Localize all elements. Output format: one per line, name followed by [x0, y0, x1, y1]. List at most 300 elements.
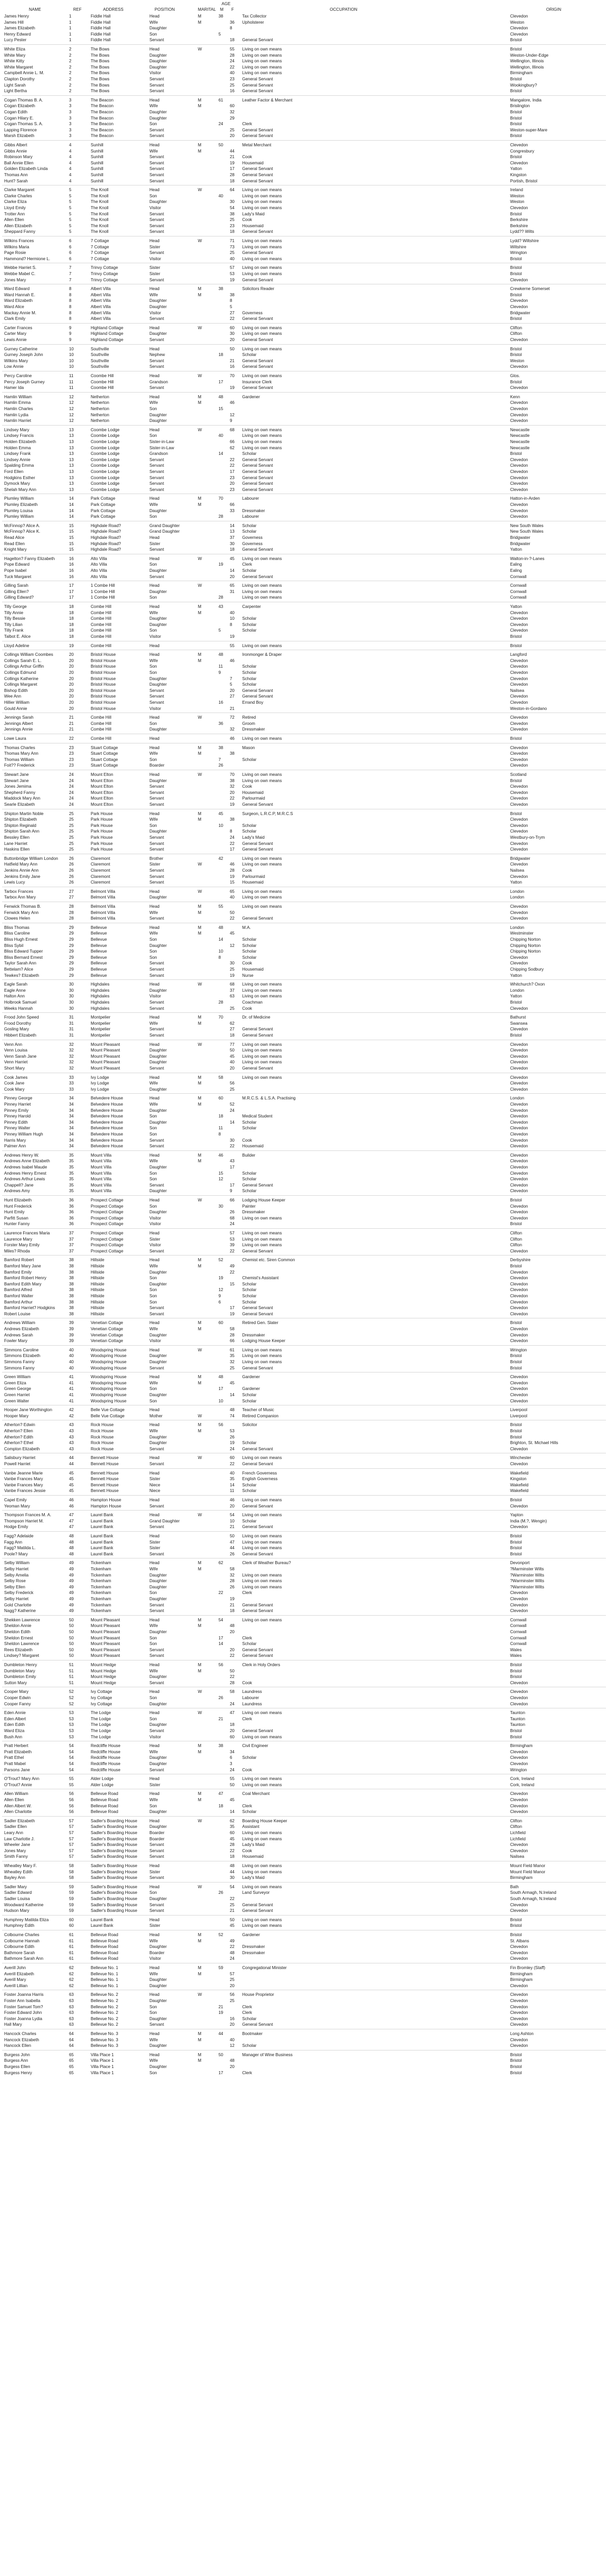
- table-row: [0, 199, 608, 205]
- cell-name: Frood Dorothy: [4, 1021, 31, 1026]
- cell-position: Servant: [149, 1848, 164, 1853]
- cell-address: The Beacon: [91, 133, 114, 139]
- cell-position: Servant: [149, 1462, 164, 1466]
- cell-address: Park Cottage: [91, 508, 115, 513]
- cell-address: Bristol House: [91, 652, 116, 657]
- cell-name: Bamford Walter: [4, 1294, 33, 1298]
- table-row: [0, 1551, 608, 1557]
- table-row: [0, 1863, 608, 1869]
- cell-occupation: Living on own means: [242, 346, 282, 351]
- cell-address: Sadler's Boarding House: [91, 1890, 138, 1895]
- table-row: [0, 1047, 608, 1053]
- cell-origin: Clevedon: [510, 1590, 528, 1596]
- cell-address: Bellevue Road: [91, 1803, 119, 1808]
- table-row: [0, 358, 608, 364]
- cell-ref: 24: [69, 772, 74, 777]
- cell-name: Holden Emma: [4, 445, 31, 450]
- cell-origin: Clevedon: [510, 1380, 528, 1385]
- table-row: [0, 400, 608, 405]
- cell-occupation: Scholar: [242, 757, 257, 762]
- table-row: [0, 13, 608, 19]
- cell-name: Hamlin Charles: [4, 406, 33, 411]
- cell-occupation: Scholar: [242, 682, 257, 687]
- cell-position: Daughter: [149, 115, 167, 121]
- cell-origin: Clevedon: [510, 1809, 528, 1815]
- cell-ref: 7: [69, 272, 72, 276]
- table-row: [0, 1087, 608, 1092]
- cell-name: Nagg? Katherine: [4, 1608, 36, 1614]
- cell-address: Sadler's Boarding House: [91, 1896, 138, 1901]
- cell-origin: Cornwall: [510, 1630, 527, 1634]
- cell-ref: 54: [69, 1767, 74, 1772]
- cell-origin: Kingston: [510, 173, 527, 177]
- cell-name: Wilkins Maria: [4, 244, 29, 249]
- cell-position: Visitor: [149, 706, 161, 711]
- cell-marital: M: [198, 1375, 201, 1380]
- cell-origin: Clevedon: [510, 1060, 528, 1065]
- cell-name: McFinnop? Alice K.: [4, 529, 41, 534]
- cell-origin: Devonport: [510, 1561, 530, 1566]
- table-row: [0, 1584, 608, 1590]
- cell-position: Head: [149, 1818, 160, 1823]
- cell-ref: 30: [69, 1000, 74, 1005]
- cell-age-f: 53: [230, 272, 235, 276]
- cell-age-m: 26: [218, 1696, 224, 1700]
- cell-age-m: 40: [218, 193, 224, 198]
- cell-occupation: Living on own means: [242, 239, 282, 243]
- cell-ref: 53: [69, 1728, 74, 1733]
- cell-name: Stewart Jane: [4, 772, 29, 777]
- cell-origin: Brislington: [510, 104, 530, 109]
- cell-age-f: 20: [230, 1647, 235, 1652]
- cell-address: Trinvy Cottage: [91, 272, 118, 276]
- cell-ref: 26: [69, 856, 74, 861]
- cell-address: Fiddle Hall: [91, 31, 111, 37]
- cell-position: Head: [149, 1096, 160, 1101]
- cell-origin: Yatton: [510, 604, 522, 609]
- cell-marital: M: [198, 1623, 201, 1629]
- cell-name: Bamford Arthur: [4, 1299, 33, 1304]
- cell-ref: 9: [69, 331, 72, 336]
- cell-occupation: Clerk: [242, 1635, 252, 1640]
- cell-age-f: 24: [230, 1222, 235, 1227]
- table-row: [0, 1171, 608, 1176]
- cell-name: Sadler Louisa: [4, 1896, 30, 1901]
- cell-age-f: 37: [230, 988, 235, 993]
- cell-ref: 52: [69, 1696, 74, 1700]
- cell-name: Golden Elizabeth Linda: [4, 166, 48, 172]
- cell-marital: M: [198, 20, 201, 25]
- cell-occupation: Living on own means: [242, 643, 282, 648]
- table-row: [0, 187, 608, 193]
- cell-address: Combe Hill: [91, 628, 112, 633]
- household-divider: [2, 1531, 606, 1532]
- cell-ref: 17: [69, 589, 74, 594]
- cell-age-f: 17: [230, 1165, 235, 1170]
- cell-marital: W: [198, 374, 202, 378]
- cell-position: Son: [149, 628, 157, 633]
- cell-occupation: Manager of Wine Business: [242, 2052, 293, 2057]
- cell-marital: M: [198, 1422, 201, 1428]
- cell-age-m: 38: [218, 14, 224, 19]
- table-row: [0, 1680, 608, 1686]
- cell-address: 7 Cottage: [91, 256, 109, 261]
- table-row: [0, 385, 608, 391]
- cell-name: Thompson Frances M. A.: [4, 1513, 52, 1518]
- cell-position: Head: [149, 811, 160, 816]
- household-divider: [2, 140, 606, 141]
- cell-origin: Clevedon: [510, 1803, 528, 1808]
- cell-origin: Chipping Sodbury: [510, 967, 544, 972]
- table-row: [0, 1689, 608, 1694]
- cell-name: Andrews Anne Elizabeth: [4, 1159, 50, 1164]
- table-row: [0, 97, 608, 103]
- cell-occupation: Gardener: [242, 394, 260, 399]
- cell-name: Dumbleton Mary: [4, 1668, 36, 1673]
- cell-name: Vanbe Jeanne Marie: [4, 1470, 43, 1476]
- cell-position: Visitor: [149, 994, 161, 999]
- table-row: [0, 1287, 608, 1293]
- cell-position: Daughter: [149, 1572, 167, 1578]
- cell-position: Servant: [149, 847, 164, 852]
- cell-ref: 23: [69, 763, 74, 768]
- cell-age-f: 20: [230, 133, 235, 139]
- cell-address: The Lodge: [91, 1710, 111, 1716]
- cell-ref: 21: [69, 721, 74, 726]
- cell-address: Park House: [91, 817, 113, 822]
- cell-occupation: Scholar: [242, 1398, 257, 1403]
- cell-occupation: Governess: [242, 310, 263, 315]
- cell-name: Gilling Ellen?: [4, 589, 29, 594]
- cell-address: Tickenham: [91, 1602, 111, 1607]
- cell-origin: Wiltshire: [510, 244, 527, 249]
- table-row: [0, 127, 608, 133]
- cell-name: Cook James: [4, 1075, 28, 1080]
- cell-name: Searle Elizabeth: [4, 802, 35, 807]
- cell-name: Tilly George: [4, 604, 27, 609]
- cell-occupation: Chemist etc. Siren Common: [242, 1258, 295, 1263]
- cell-age-f: 33: [230, 508, 235, 513]
- cell-age-f: 46: [230, 658, 235, 663]
- cell-occupation: Scholar: [242, 937, 257, 942]
- cell-address: Villa Place 1: [91, 2070, 114, 2075]
- cell-age-f: 16: [230, 364, 235, 369]
- table-row: [0, 1359, 608, 1365]
- cell-ref: 38: [69, 1269, 74, 1275]
- cell-ref: 21: [69, 715, 74, 720]
- household-divider: [2, 344, 606, 345]
- cell-origin: London: [510, 988, 525, 993]
- cell-origin: Bristol: [510, 110, 522, 114]
- cell-ref: 55: [69, 1776, 74, 1782]
- cell-age-f: 30: [230, 199, 235, 205]
- cell-name: Tuck Margaret: [4, 574, 31, 579]
- cell-position: Sister: [149, 1539, 160, 1545]
- cell-position: Wife: [149, 1021, 158, 1026]
- cell-name: Andrews Henry W.: [4, 1153, 39, 1158]
- cell-name: Lane Harriet: [4, 841, 28, 846]
- cell-position: Wife: [149, 1668, 158, 1673]
- cell-address: The Knoll: [91, 217, 109, 223]
- table-row: [0, 700, 608, 705]
- cell-occupation: Living on own means: [242, 1572, 282, 1578]
- cell-origin: Clevedon: [510, 487, 528, 492]
- cell-name: Wee Ann: [4, 694, 22, 699]
- table-row: [0, 2004, 608, 2010]
- table-row: [0, 1101, 608, 1107]
- cell-position: Head: [149, 1455, 160, 1461]
- header-age: AGE: [222, 2, 231, 6]
- cell-ref: 46: [69, 1498, 74, 1502]
- cell-age-f: 10: [230, 1518, 235, 1523]
- cell-ref: 34: [69, 1102, 74, 1107]
- cell-age-f: 17: [230, 847, 235, 852]
- cell-address: Fiddle Hall: [91, 26, 111, 31]
- cell-position: Head: [149, 604, 160, 609]
- cell-age-f: 53: [230, 1236, 235, 1242]
- table-row: [0, 1743, 608, 1749]
- cell-occupation: Living on own means: [242, 256, 282, 261]
- cell-position: Daughter: [149, 895, 167, 900]
- cell-ref: 20: [69, 652, 74, 657]
- cell-address: Fiddle Hall: [91, 20, 111, 25]
- cell-address: Albert Villa: [91, 310, 111, 315]
- table-row: [0, 1269, 608, 1275]
- cell-origin: Yapton: [510, 1513, 523, 1518]
- table-row: [0, 2052, 608, 2058]
- cell-origin: Clevedon: [510, 658, 528, 663]
- cell-occupation: Clerk: [242, 2004, 252, 2009]
- cell-name: Atherton? Edwin: [4, 1422, 36, 1428]
- cell-position: Head: [149, 772, 160, 777]
- cell-ref: 46: [69, 1503, 74, 1509]
- cell-ref: 18: [69, 616, 74, 621]
- cell-position: Boarder: [149, 1831, 165, 1835]
- cell-origin: Bristol: [510, 1498, 522, 1502]
- cell-age-f: 46: [230, 736, 235, 741]
- cell-name: Buttonbridge William London: [4, 856, 58, 861]
- cell-address: Mount Elton: [91, 802, 113, 807]
- cell-position: Head: [149, 188, 160, 193]
- cell-address: Rock House: [91, 1434, 114, 1439]
- cell-age-f: 66: [230, 1338, 235, 1344]
- cell-name: Clarke Charles: [4, 193, 32, 198]
- table-row: [0, 1674, 608, 1680]
- table-row: [0, 418, 608, 423]
- cell-age-f: 11: [230, 1488, 234, 1494]
- cell-position: Servant: [149, 1365, 164, 1370]
- cell-name: Bayley Ann: [4, 1875, 25, 1880]
- cell-address: Prospect Cottage: [91, 1231, 124, 1235]
- cell-origin: Lichfield: [510, 1836, 526, 1841]
- cell-occupation: Scholar: [242, 628, 257, 633]
- cell-origin: Clevedon: [510, 874, 528, 879]
- cell-ref: 49: [69, 1602, 74, 1607]
- cell-ref: 9: [69, 337, 72, 342]
- cell-occupation: Dr. of Medicine: [242, 1015, 271, 1020]
- table-row: [0, 535, 608, 540]
- header-address: ADDRESS: [103, 7, 124, 12]
- cell-occupation: Scholar: [242, 829, 257, 834]
- cell-position: Daughter: [149, 682, 167, 687]
- table-row: [0, 496, 608, 501]
- cell-name: Venn Ann: [4, 1042, 23, 1047]
- cell-ref: 50: [69, 1630, 74, 1634]
- cell-address: Mount Villa: [91, 1153, 112, 1158]
- table-row: [0, 433, 608, 438]
- cell-name: Low Annie: [4, 364, 24, 369]
- cell-origin: Yatton: [510, 547, 522, 552]
- cell-position: Grand Daughter: [149, 523, 180, 528]
- cell-name: Andrews Arthur Lewis: [4, 1177, 45, 1182]
- cell-address: Mount Hedge: [91, 1663, 116, 1667]
- cell-address: Bellevue No. 1: [91, 1977, 119, 1982]
- table-row: [0, 1602, 608, 1608]
- cell-occupation: General Servant: [242, 1647, 273, 1652]
- cell-occupation: Bootmaker: [242, 2031, 263, 2036]
- cell-occupation: Scholar: [242, 1755, 257, 1760]
- cell-ref: 2: [69, 53, 72, 58]
- table-row: [0, 1533, 608, 1539]
- cell-origin: Clevedon: [510, 1126, 528, 1131]
- cell-ref: 56: [69, 1809, 74, 1815]
- cell-marital: W: [198, 583, 202, 588]
- cell-age-f: 20: [230, 1728, 235, 1733]
- cell-position: Head: [149, 1933, 160, 1937]
- cell-marital: M: [198, 1798, 201, 1802]
- cell-occupation: General Servant: [242, 364, 273, 369]
- cell-position: Brother: [149, 856, 163, 861]
- cell-address: The Bows: [91, 47, 110, 52]
- cell-name: Foster Samuel Tom?: [4, 2004, 43, 2009]
- cell-marital: M: [198, 925, 201, 930]
- cell-origin: Crewkerne Somerset: [510, 286, 550, 292]
- table-row: [0, 1158, 608, 1164]
- cell-ref: 43: [69, 1422, 74, 1428]
- cell-marital: M: [198, 1938, 201, 1943]
- cell-position: Daughter: [149, 1281, 167, 1286]
- cell-name: Fagg? Adelaide: [4, 1534, 33, 1538]
- cell-address: Sadler's Boarding House: [91, 1831, 138, 1835]
- cell-age-f: 71: [230, 239, 235, 243]
- cell-origin: Taunton: [510, 1722, 526, 1727]
- cell-origin: Clevedon: [510, 364, 528, 369]
- cell-position: Servant: [149, 166, 164, 172]
- table-row: [0, 1386, 608, 1392]
- table-row: [0, 726, 608, 732]
- cell-age-f: 20: [230, 1503, 235, 1509]
- cell-name: White Kitty: [4, 59, 25, 64]
- cell-occupation: Clerk in Holy Orders: [242, 1663, 280, 1667]
- table-row: [0, 1326, 608, 1332]
- cell-marital: W: [198, 1413, 202, 1418]
- cell-name: Lapping Florence: [4, 127, 37, 132]
- cell-ref: 22: [69, 736, 74, 741]
- cell-age-f: 62: [230, 1021, 235, 1026]
- cell-age-f: 66: [230, 1198, 235, 1202]
- cell-name: Hamlin Harriet: [4, 418, 31, 423]
- cell-position: Visitor: [149, 1222, 161, 1227]
- cell-position: Head: [149, 1198, 160, 1202]
- cell-occupation: M.R.C.S. & L.S.A. Practising: [242, 1096, 296, 1101]
- cell-ref: 33: [69, 1075, 74, 1080]
- cell-name: Frood John Speed: [4, 1015, 39, 1020]
- cell-origin: Clevedon: [510, 1761, 528, 1766]
- cell-address: Combe Hill: [91, 736, 112, 741]
- cell-age-f: 70: [230, 374, 235, 378]
- cell-position: Son: [149, 1114, 157, 1119]
- cell-address: Coombe Hill: [91, 379, 114, 384]
- cell-ref: 53: [69, 1716, 74, 1721]
- cell-origin: Clevedon: [510, 916, 528, 921]
- cell-occupation: Living on own means: [242, 1539, 282, 1545]
- cell-age-f: 12: [230, 2043, 235, 2048]
- cell-position: Servant: [149, 1033, 164, 1038]
- cell-name: Hagelton? Fanny Elizabeth: [4, 556, 55, 561]
- cell-address: Bristol House: [91, 700, 116, 705]
- cell-age-m: 52: [218, 1258, 224, 1263]
- cell-ref: 31: [69, 1033, 74, 1038]
- cell-occupation: General Servant: [242, 475, 273, 480]
- cell-ref: 64: [69, 2037, 74, 2042]
- cell-occupation: Gardener: [242, 1375, 260, 1380]
- cell-age-m: 26: [218, 1890, 224, 1895]
- cell-marital: M: [198, 1791, 201, 1797]
- cell-ref: 44: [69, 1462, 74, 1466]
- cell-ref: 63: [69, 2004, 74, 2009]
- cell-address: Mount Pleasant: [91, 1617, 120, 1622]
- table-row: [0, 925, 608, 930]
- cell-address: Hampton House: [91, 1503, 122, 1509]
- cell-name: Halton Ann: [4, 994, 25, 999]
- cell-occupation: General Servant: [242, 1551, 273, 1556]
- cell-origin: Clevedon: [510, 1306, 528, 1311]
- cell-address: The Beacon: [91, 97, 114, 103]
- table-row: [0, 610, 608, 616]
- table-row: [0, 1566, 608, 1572]
- cell-origin: Clevedon: [510, 904, 528, 909]
- cell-name: Thomas William: [4, 757, 35, 762]
- cell-address: Belvedere House: [91, 1126, 123, 1131]
- cell-ref: 55: [69, 1782, 74, 1787]
- cell-origin: Bristol: [510, 1222, 522, 1227]
- table-row: [0, 2037, 608, 2043]
- cell-origin: Clevedon: [510, 2004, 528, 2009]
- cell-age-f: 14: [230, 1809, 235, 1815]
- cell-name: Hamlin William: [4, 394, 32, 399]
- cell-ref: 38: [69, 1294, 74, 1298]
- cell-name: Spalding Emma: [4, 463, 34, 468]
- cell-name: Eden Edith: [4, 1722, 25, 1727]
- cell-occupation: Living on own means: [242, 1353, 282, 1359]
- header-row: [0, 7, 608, 13]
- cell-address: Mount Pleasant: [91, 1623, 120, 1629]
- cell-ref: 29: [69, 955, 74, 960]
- table-row: [0, 1923, 608, 1928]
- cell-name: Cogan Thomas B. A.: [4, 97, 43, 103]
- cell-occupation: Scholar: [242, 529, 257, 534]
- cell-ref: 5: [69, 188, 72, 193]
- cell-address: Fiddle Hall: [91, 14, 111, 19]
- cell-occupation: Laundress: [242, 1689, 262, 1694]
- cell-ref: 24: [69, 802, 74, 807]
- cell-address: Belvedere House: [91, 1132, 123, 1137]
- cell-ref: 34: [69, 1126, 74, 1131]
- cell-ref: 52: [69, 1689, 74, 1694]
- cell-age-f: 54: [230, 206, 235, 210]
- table-row: [0, 960, 608, 966]
- cell-occupation: General Servant: [242, 77, 273, 81]
